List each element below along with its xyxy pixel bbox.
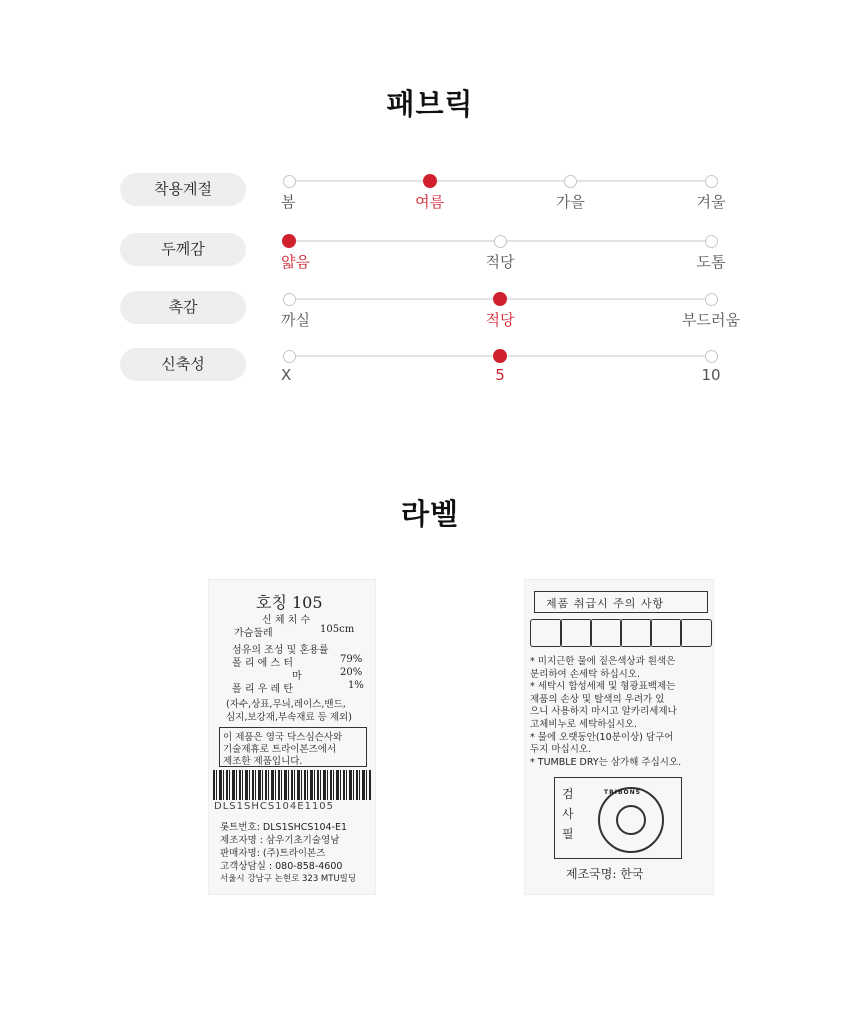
address: 서울시 강남구 논현로 323 MTU빌딩: [220, 874, 357, 884]
manufacturer: 제조자명 : 삼우기초기술영남: [220, 835, 340, 846]
license-notice: 기술제휴로 트라이본즈에서: [223, 744, 337, 755]
fiber-pct: 79%: [340, 654, 363, 665]
scale-dot: [705, 235, 718, 248]
country-of-origin: 제조국명: 한국: [566, 867, 644, 881]
fiber-name: 폴 리 우 레 탄: [232, 684, 294, 695]
fabric-row: [0, 347, 860, 407]
scale-option: 가을: [555, 193, 585, 211]
tribons-seal-icon: [598, 787, 664, 853]
size-composition-tag-image: [208, 579, 376, 895]
exclusion-note: 심지,보강재,부속재료 등 제외): [226, 712, 352, 723]
attribute-label: 착용계절: [120, 173, 246, 206]
barcode-graphic: [213, 770, 371, 800]
inspection-char: 사: [562, 807, 574, 821]
care-note-line: * 미지근한 물에 짙은색상과 흰색은: [530, 656, 676, 667]
care-note-line: 두지 마십시오.: [530, 744, 592, 756]
seller: 판매자명: (주)트라이본즈: [220, 848, 326, 859]
fabric-row: [0, 172, 860, 232]
care-instruction-tag-image: [524, 579, 714, 895]
scale-option-selected: 얇음: [281, 253, 310, 271]
inspection-char: 필: [562, 827, 574, 841]
label-section-title: 라벨: [400, 497, 460, 531]
scale-option-selected: 여름: [415, 193, 445, 211]
care-heading: 제품 취급시 주의 사항: [546, 597, 665, 610]
attribute-label: 신축성: [120, 348, 246, 381]
scale-dot: [705, 293, 718, 306]
care-note-line: 고체비누로 세탁하십시오.: [530, 719, 637, 730]
dry-clean-icon: [620, 619, 652, 647]
scale-option: 까실: [281, 311, 310, 329]
chest-value: 105cm: [320, 624, 355, 635]
fiber-name: 폴 리 에 스 터: [232, 658, 294, 669]
scale-dot: [705, 350, 718, 363]
scale-option: 10: [701, 366, 721, 384]
scale-dot-selected: [282, 234, 296, 248]
scale-dot: [283, 293, 296, 306]
wash-30-icon: [530, 619, 562, 647]
fabric-section-title: 패브릭: [386, 87, 474, 121]
size-designation: 호칭 105: [256, 593, 323, 612]
care-note-line: * 세탁시 합성세제 및 형광표백제는: [530, 681, 676, 693]
license-notice: 제조한 제품입니다.: [223, 756, 303, 767]
seal-text: TRIBONS: [604, 789, 641, 796]
barcode-number: DLS1SHCS104E1105: [214, 801, 335, 812]
scale-track: [289, 180, 711, 182]
fiber-name: 마: [292, 671, 302, 682]
care-note-line: 제품의 손상 및 탈색의 우려가 있: [530, 693, 665, 705]
attribute-label: 촉감: [120, 291, 246, 324]
scale-dot: [283, 350, 296, 363]
scale-dot: [283, 175, 296, 188]
fiber-pct: 1%: [348, 680, 364, 691]
scale-option: 적당: [485, 253, 515, 271]
scale-option: 부드러움: [682, 311, 740, 329]
scale-dot: [564, 175, 577, 188]
attribute-label: 두께감: [120, 233, 246, 266]
scale-option: 겨울: [696, 193, 726, 211]
license-notice: 이 제품은 영국 닥스심슨사와: [223, 732, 343, 743]
care-note-line: * 물에 오랫동안(10분이상) 담구어: [530, 731, 674, 743]
scale-option-selected: 적당: [485, 311, 515, 329]
fabric-row: [0, 290, 860, 350]
scale-option: X: [281, 366, 292, 384]
scale-option: 도톰: [696, 253, 726, 271]
exclusion-note: (자수,상표,무늬,레이스,밴드,: [226, 699, 346, 710]
scale-dot-selected: [423, 174, 437, 188]
scale-dot-selected: [493, 349, 507, 363]
care-note-line: 분리하여 손세탁 하십시오.: [530, 668, 641, 680]
dry-flat-icon: [650, 619, 682, 647]
iron-icon: [590, 619, 622, 647]
scale-dot-selected: [493, 292, 507, 306]
care-note-line: * TUMBLE DRY는 삼가해 주십시오.: [530, 756, 682, 768]
fiber-pct: 20%: [340, 667, 363, 678]
no-bleach-icon: [560, 619, 592, 647]
fiber-heading: 섬유의 조성 및 혼용률: [232, 645, 329, 656]
scale-option-selected: 5: [495, 366, 505, 384]
lot-number: 롯트번호: DLS1SHCS104-E1: [220, 822, 348, 833]
care-note-line: 으니 사용하지 마시고 알카리세제나: [530, 706, 677, 718]
scale-dot: [494, 235, 507, 248]
inspection-char: 검: [562, 787, 574, 801]
customer-service: 고객상담실 : 080-858-4600: [220, 861, 343, 872]
no-tumble-icon: [680, 619, 712, 647]
scale-option: 봄: [281, 193, 296, 211]
scale-dot: [705, 175, 718, 188]
chest-label: 가슴둘레: [234, 628, 273, 639]
fabric-row: [0, 232, 860, 292]
body-size-heading: 신 체 치 수: [262, 615, 311, 626]
